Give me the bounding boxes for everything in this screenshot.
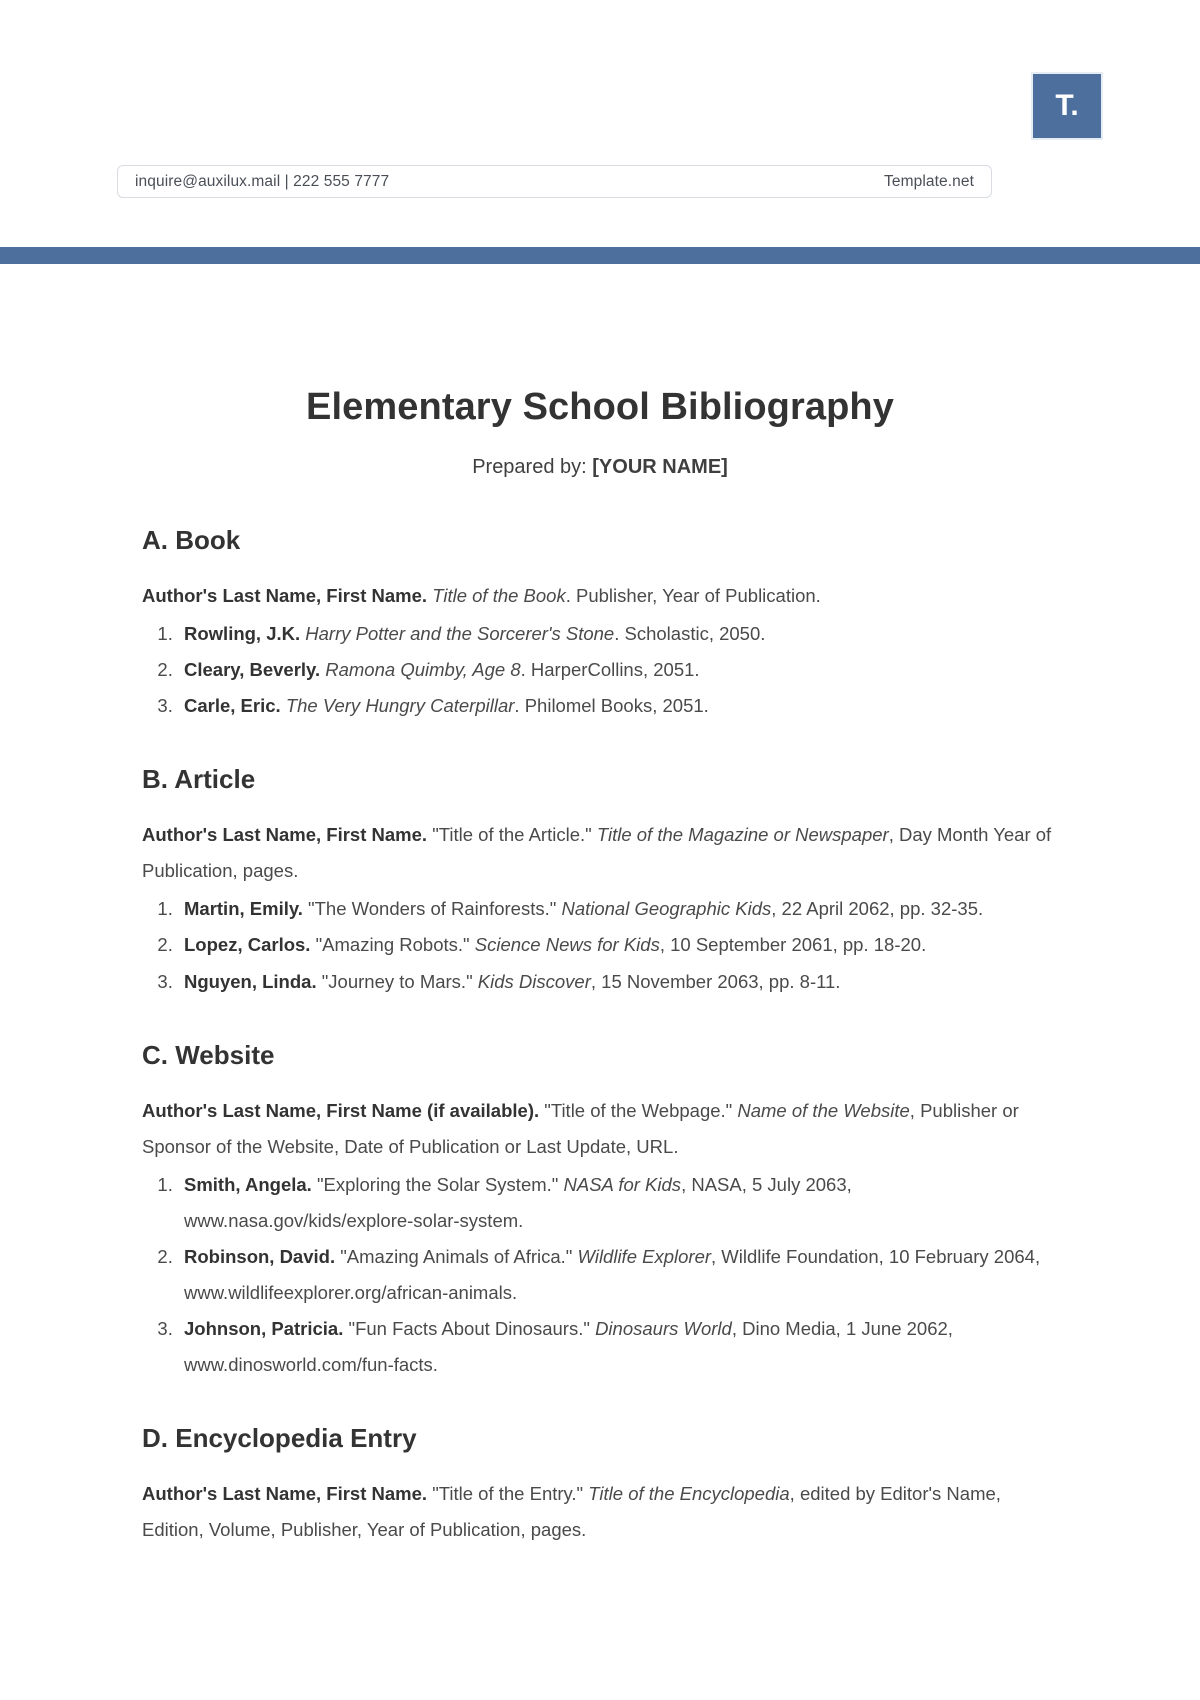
entry-title-quoted: "Exploring the Solar System." xyxy=(311,1173,564,1195)
entry-author: Author's Last Name, First Name. xyxy=(142,585,428,606)
page-header xyxy=(0,0,1200,250)
entry-list xyxy=(140,891,1060,999)
entry-source-title: Name of the Website xyxy=(737,1099,910,1121)
entry-source-title: Title of the Magazine or Newspaper xyxy=(596,824,889,846)
entry-publication-info: . Publisher, Year of Publication. xyxy=(565,585,821,606)
bibliography-sections xyxy=(140,525,1060,1548)
bibliography-section xyxy=(140,1423,1060,1548)
entry-source-title: Title of the Encyclopedia xyxy=(588,1483,790,1505)
section-heading: B. Article xyxy=(142,764,256,795)
bibliography-section xyxy=(140,1040,1060,1384)
entry-title-quoted: "Title of the Webpage." xyxy=(539,1099,738,1121)
entry-source-title: Kids Discover xyxy=(477,970,591,992)
prepared-by-line xyxy=(140,456,1060,479)
entry-publication-info: , Dino Media, 1 June 2062, www.dinosworld.com/fun-facts. xyxy=(184,1317,953,1375)
prepared-by-value: [YOUR NAME] xyxy=(592,456,728,478)
entry-title-quoted: "Amazing Animals of Africa." xyxy=(335,1245,578,1267)
header-divider-band xyxy=(0,247,1200,264)
entry-title-quoted: "Fun Facts About Dinosaurs." xyxy=(343,1317,596,1339)
entry-author: Rowling, J.K. xyxy=(184,623,301,645)
entry-author: Johnson, Patricia. xyxy=(184,1317,344,1339)
entry-publication-info: , Day Month Year of Publication, pages. xyxy=(142,824,1052,882)
bibliography-entry xyxy=(178,927,1060,963)
entry-source-title: Wildlife Explorer xyxy=(577,1245,712,1267)
bibliography-entry xyxy=(178,652,1060,688)
entry-author: Author's Last Name, First Name. xyxy=(142,1483,428,1505)
entry-source-title: National Geographic Kids xyxy=(561,898,772,920)
bibliography-section xyxy=(140,764,1060,999)
entry-publication-info: , 15 November 2063, pp. 8-11. xyxy=(590,970,841,992)
bibliography-entry xyxy=(178,1311,1060,1383)
format-template-line xyxy=(142,1093,1060,1165)
entry-author: Lopez, Carlos. xyxy=(184,934,311,956)
entry-title-quoted: "Title of the Entry." xyxy=(427,1483,589,1505)
bibliography-entry xyxy=(178,1167,1060,1239)
entry-source-title: Harry Potter and the Sorcerer's Stone xyxy=(305,623,615,645)
entry-source-title: Science News for Kids xyxy=(474,934,660,956)
document-body xyxy=(0,264,1200,1550)
entry-author: Robinson, David. xyxy=(184,1245,336,1267)
entry-author: Cleary, Beverly. xyxy=(184,659,321,681)
entry-publication-info: , Publisher or Sponsor of the Website, Date of Publication or Last Update, URL. xyxy=(142,1099,1019,1157)
entry-publication-info: . Philomel Books, 2051. xyxy=(514,695,709,717)
entry-source-title: NASA for Kids xyxy=(563,1173,682,1195)
bibliography-entry xyxy=(178,891,1060,927)
entry-publication-info: . Scholastic, 2050. xyxy=(614,623,766,645)
entry-author: Author's Last Name, First Name. xyxy=(142,824,428,846)
format-template-line xyxy=(142,817,1060,889)
section-heading: D. Encyclopedia Entry xyxy=(142,1423,417,1454)
bibliography-entry xyxy=(178,688,1060,724)
entry-publication-info: , Wildlife Foundation, 10 February 2064, www.wildlifeexplorer.org/african-animals. xyxy=(184,1245,1041,1303)
format-template-line xyxy=(142,578,1060,614)
entry-list xyxy=(140,1167,1060,1383)
entry-publication-info: , 22 April 2062, pp. 32-35. xyxy=(771,898,984,920)
entry-source-title: Ramona Quimby, Age 8 xyxy=(325,659,521,681)
entry-author: Martin, Emily. xyxy=(184,898,303,920)
bibliography-entry xyxy=(178,1239,1060,1311)
entry-source-title: The Very Hungry Caterpillar xyxy=(285,695,515,717)
entry-source-title: Title of the Book xyxy=(432,585,566,606)
section-heading: C. Website xyxy=(142,1039,275,1070)
entry-author: Author's Last Name, First Name (if available). xyxy=(142,1099,540,1121)
entry-author: Nguyen, Linda. xyxy=(184,970,317,992)
bibliography-section xyxy=(140,525,1060,724)
entry-author: Carle, Eric. xyxy=(184,695,281,717)
bibliography-entry xyxy=(178,964,1060,1000)
entry-title-quoted: "Amazing Robots." xyxy=(310,934,475,956)
contact-bar xyxy=(117,165,992,198)
entry-publication-info: , NASA, 5 July 2063, www.nasa.gov/kids/explore-solar-system. xyxy=(184,1173,852,1231)
entry-title-quoted: "The Wonders of Rainforests." xyxy=(302,898,562,920)
entry-source-title: Dinosaurs World xyxy=(595,1317,732,1339)
bibliography-entry xyxy=(178,616,1060,652)
format-template-line xyxy=(142,1476,1060,1548)
entry-publication-info: , 10 September 2061, pp. 18-20. xyxy=(659,934,927,956)
entry-list xyxy=(140,616,1060,724)
brand-website: Template.net xyxy=(884,172,974,190)
page-title: Elementary School Bibliography xyxy=(306,386,894,428)
section-heading: A. Book xyxy=(142,525,241,555)
entry-title-quoted: "Title of the Article." xyxy=(427,824,597,846)
entry-author: Smith, Angela. xyxy=(184,1173,312,1195)
entry-publication-info: . HarperCollins, 2051. xyxy=(520,659,700,681)
entry-publication-info: , edited by Editor's Name, Edition, Volume, Publisher, Year of Publication, pages. xyxy=(142,1483,1001,1541)
template-logo: T. xyxy=(1031,72,1103,140)
entry-title-quoted: "Journey to Mars." xyxy=(316,970,478,992)
prepared-by-label: Prepared by: xyxy=(472,456,593,478)
contact-email-phone: inquire@auxilux.mail | 222 555 7777 xyxy=(135,172,390,190)
